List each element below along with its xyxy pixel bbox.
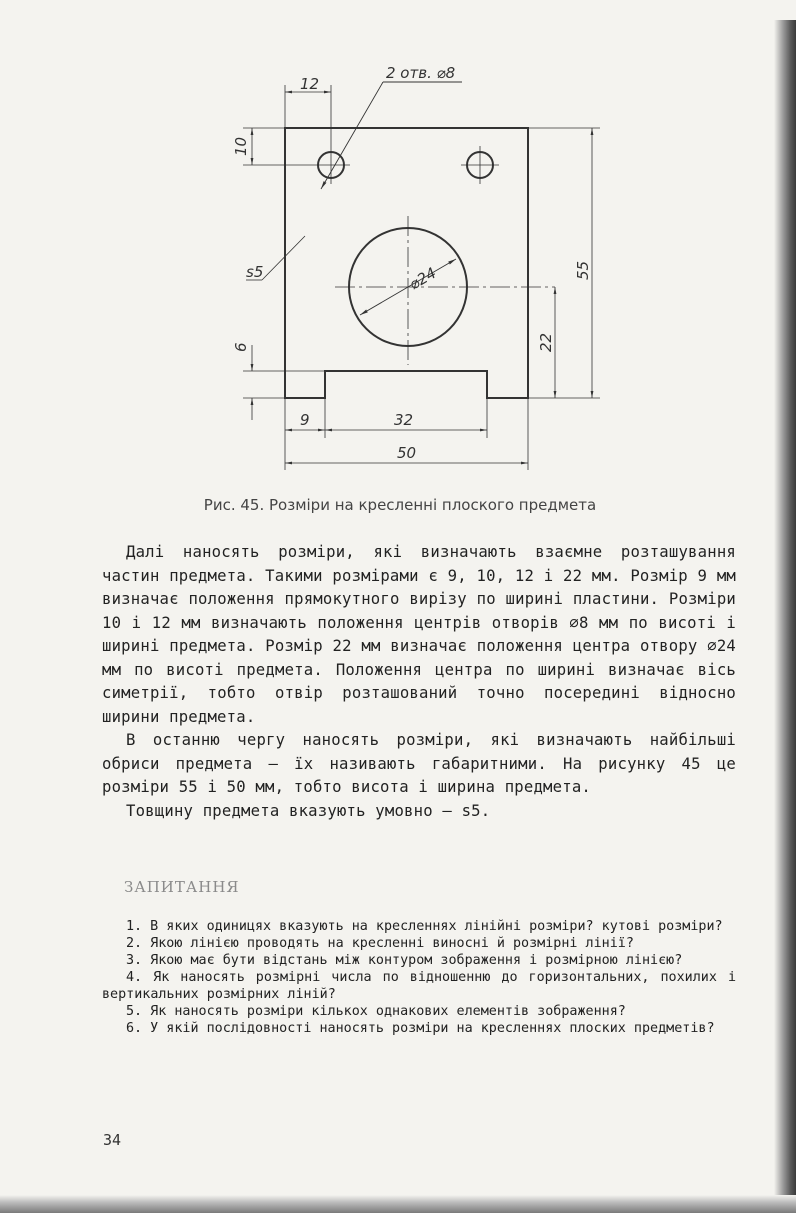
label-dim-9: 9 bbox=[300, 411, 310, 429]
paragraph: Далі наносять розміри, які визначають взаємне розташування частин предмета. Такими розмірами є 9, 10, 12 і 22 мм. Розмір 9 мм визначає положення прямокутного вирізу по ширині пластини. Розміри 10 і 12 мм визначають положення центрів отворів ∅8 мм по висоті і ширині предмета. Розмір 22 мм визначає положення центра отвору ∅24 мм по висоті предмета. Положення центра по ширині визначає вісь симетрії, тобто отвір розташований точно посередині відносно ширини предмета. bbox=[102, 543, 736, 726]
label-dim-50: 50 bbox=[397, 444, 417, 462]
label-dim-55: 55 bbox=[574, 260, 592, 280]
question-item: 6. У якій послідовності наносять розміри на кресленнях плоских предметів? bbox=[126, 1021, 715, 1036]
label-holes-note: 2 отв. ⌀8 bbox=[386, 64, 456, 82]
label-dim-s5: s5 bbox=[246, 263, 264, 281]
body-text bbox=[102, 541, 736, 823]
label-dim-32: 32 bbox=[394, 411, 414, 429]
label-dim-10: 10 bbox=[232, 136, 250, 156]
question-item: 2. Якою лінією проводять на кресленні виносні й розмірні лінії? bbox=[126, 936, 634, 951]
scan-shadow-bottom bbox=[0, 1195, 796, 1213]
question-item: 3. Якою має бути відстань між контуром зображення і розмірною лінією? bbox=[126, 953, 683, 968]
page-number: 34 bbox=[103, 1131, 122, 1149]
label-dim-22: 22 bbox=[537, 332, 555, 352]
question-item: 5. Як наносять розміри кількох однакових елементів зображення? bbox=[126, 1004, 626, 1019]
question-item: 4. Як наносять розмірні числа по відношенню до горизонтальних, похилих і вертикальних розмірних ліній? bbox=[102, 970, 736, 1002]
label-dim-12: 12 bbox=[300, 75, 320, 93]
questions-list bbox=[102, 918, 736, 1037]
label-dim-6: 6 bbox=[232, 342, 250, 352]
paragraph: Товщину предмета вказують умовно — s5. bbox=[126, 801, 491, 820]
paragraph: В останню чергу наносять розміри, які визначають найбільші обриси предмета — їх називають габаритними. На рисунку 45 це розміри 55 і 50 мм, тобто висота і ширина предмета. bbox=[102, 731, 736, 796]
figure-caption: Рис. 45. Розміри на кресленні плоского предмета bbox=[203, 496, 597, 514]
question-item: 1. В яких одиницях вказують на кресленнях лінійні розміри? кутові розміри? bbox=[126, 919, 723, 934]
technical-drawing bbox=[0, 0, 796, 490]
label-dim-24: ⌀24 bbox=[406, 263, 440, 294]
section-title: ЗАПИТАННЯ bbox=[124, 878, 240, 896]
